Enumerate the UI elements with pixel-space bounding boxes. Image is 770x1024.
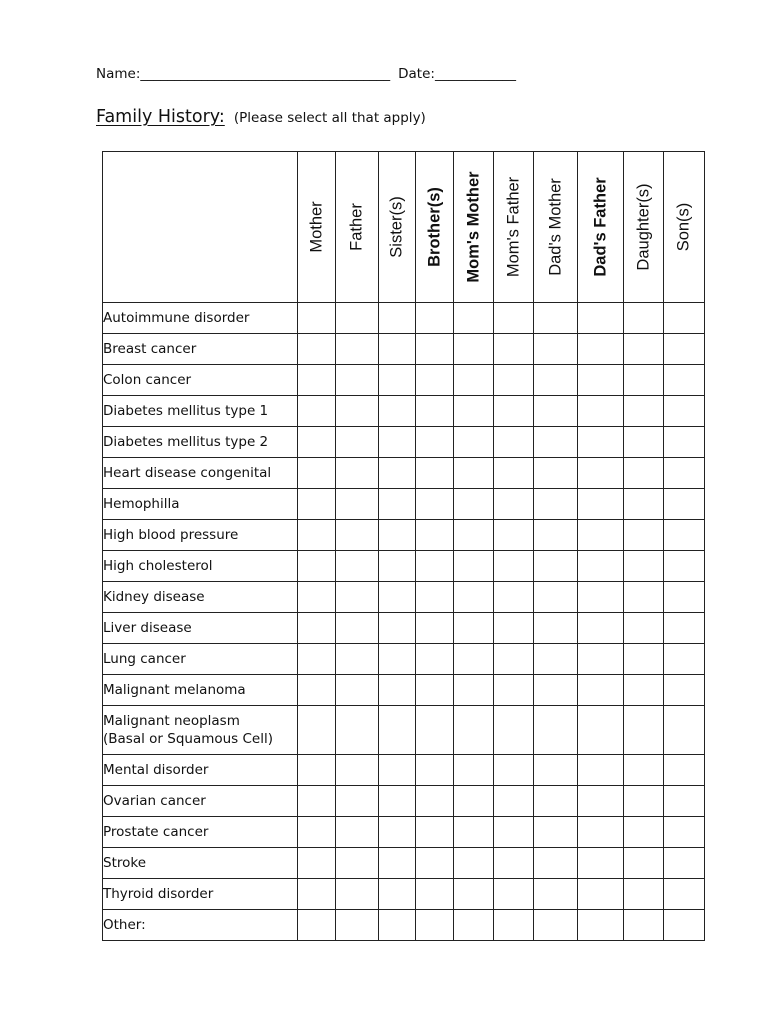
checkbox-cell-dad-s-father[interactable] [578, 396, 624, 427]
checkbox-cell-sister-s[interactable] [379, 489, 416, 520]
checkbox-cell-mom-s-mother[interactable] [454, 786, 494, 817]
checkbox-cell-father[interactable] [336, 551, 379, 582]
checkbox-cell-mother[interactable] [298, 582, 336, 613]
condition-label [103, 786, 298, 817]
family-history-table [102, 151, 705, 941]
checkbox-cell-father[interactable] [336, 786, 379, 817]
checkbox-cell-sister-s[interactable] [379, 520, 416, 551]
condition-label-line: Breast cancer [103, 341, 197, 357]
section-title-line [96, 107, 426, 127]
checkbox-cell-mother[interactable] [298, 675, 336, 706]
checkbox-cell-mom-s-father[interactable] [494, 675, 534, 706]
condition-label-line: Mental disorder [103, 762, 209, 778]
checkbox-cell-son-s[interactable] [664, 675, 705, 706]
checkbox-cell-dad-s-father[interactable] [578, 706, 624, 755]
section-subtitle: (Please select all that apply) [233, 110, 426, 126]
checkbox-cell-mom-s-father[interactable] [494, 644, 534, 675]
checkbox-cell-mother[interactable] [298, 520, 336, 551]
checkbox-cell-son-s[interactable] [664, 489, 705, 520]
table-row [103, 644, 705, 675]
column-header-label: Mother [307, 201, 325, 253]
checkbox-cell-mom-s-father[interactable] [494, 706, 534, 755]
checkbox-cell-mom-s-father[interactable] [494, 879, 534, 910]
checkbox-cell-dad-s-father[interactable] [578, 613, 624, 644]
checkbox-cell-mother[interactable] [298, 365, 336, 396]
checkbox-cell-dad-s-mother[interactable] [534, 520, 578, 551]
checkbox-cell-mother[interactable] [298, 489, 336, 520]
condition-label [103, 706, 298, 755]
checkbox-cell-mom-s-father[interactable] [494, 613, 534, 644]
checkbox-cell-mother[interactable] [298, 396, 336, 427]
checkbox-cell-mom-s-father[interactable] [494, 551, 534, 582]
checkbox-cell-mother[interactable] [298, 303, 336, 334]
column-header-label: Brother(s) [425, 187, 443, 267]
condition-label-line: Colon cancer [103, 372, 192, 388]
checkbox-cell-mother[interactable] [298, 551, 336, 582]
checkbox-cell-son-s[interactable] [664, 644, 705, 675]
checkbox-cell-father[interactable] [336, 879, 379, 910]
table-row [103, 706, 705, 755]
column-header-label: Son(s) [674, 202, 693, 252]
checkbox-cell-son-s[interactable] [664, 582, 705, 613]
column-header-sister-s [379, 152, 416, 303]
checkbox-cell-mom-s-mother[interactable] [454, 675, 494, 706]
checkbox-cell-mother[interactable] [298, 458, 336, 489]
checkbox-cell-mom-s-father[interactable] [494, 848, 534, 879]
checkbox-cell-dad-s-mother[interactable] [534, 489, 578, 520]
checkbox-cell-dad-s-mother[interactable] [534, 303, 578, 334]
condition-label-line: Thyroid disorder [103, 886, 214, 902]
checkbox-cell-son-s[interactable] [664, 396, 705, 427]
checkbox-cell-dad-s-mother[interactable] [534, 613, 578, 644]
checkbox-cell-father[interactable] [336, 848, 379, 879]
checkbox-cell-dad-s-father[interactable] [578, 458, 624, 489]
table-row [103, 458, 705, 489]
table-row [103, 582, 705, 613]
condition-label [103, 910, 298, 941]
checkbox-cell-dad-s-mother[interactable] [534, 427, 578, 458]
checkbox-cell-father[interactable] [336, 755, 379, 786]
table-row [103, 755, 705, 786]
checkbox-cell-dad-s-father[interactable] [578, 582, 624, 613]
checkbox-cell-mom-s-mother[interactable] [454, 644, 494, 675]
column-header-label: Dad's Father [591, 177, 609, 277]
table-row [103, 520, 705, 551]
checkbox-cell-dad-s-father[interactable] [578, 365, 624, 396]
checkbox-cell-brother-s[interactable] [416, 613, 454, 644]
checkbox-cell-mom-s-mother[interactable] [454, 396, 494, 427]
checkbox-cell-dad-s-mother[interactable] [534, 582, 578, 613]
checkbox-cell-brother-s[interactable] [416, 303, 454, 334]
checkbox-cell-sister-s[interactable] [379, 613, 416, 644]
checkbox-cell-mom-s-mother[interactable] [454, 551, 494, 582]
column-header-label: Daughter(s) [634, 183, 652, 271]
checkbox-cell-dad-s-mother[interactable] [534, 644, 578, 675]
checkbox-cell-father[interactable] [336, 675, 379, 706]
column-header-label: Mom's Mother [464, 171, 482, 283]
condition-label-line: Malignant melanoma [103, 682, 246, 698]
checkbox-cell-brother-s[interactable] [416, 458, 454, 489]
checkbox-cell-sister-s[interactable] [379, 458, 416, 489]
condition-label-line: Autoimmune disorder [103, 310, 250, 326]
section-title: Family History: [96, 107, 225, 127]
checkbox-cell-sister-s[interactable] [379, 334, 416, 365]
table-row [103, 489, 705, 520]
checkbox-cell-dad-s-mother[interactable] [534, 910, 578, 941]
checkbox-cell-mother[interactable] [298, 427, 336, 458]
checkbox-cell-mom-s-mother[interactable] [454, 848, 494, 879]
checkbox-cell-daughter-s[interactable] [624, 427, 664, 458]
checkbox-cell-mother[interactable] [298, 817, 336, 848]
checkbox-cell-dad-s-father[interactable] [578, 879, 624, 910]
checkbox-cell-brother-s[interactable] [416, 334, 454, 365]
checkbox-cell-mother[interactable] [298, 613, 336, 644]
checkbox-cell-dad-s-mother[interactable] [534, 848, 578, 879]
condition-label-line: (Basal or Squamous Cell) [103, 731, 274, 747]
table-row [103, 675, 705, 706]
checkbox-cell-brother-s[interactable] [416, 755, 454, 786]
checkbox-cell-sister-s[interactable] [379, 365, 416, 396]
checkbox-cell-daughter-s[interactable] [624, 613, 664, 644]
checkbox-cell-sister-s[interactable] [379, 396, 416, 427]
column-header-daughter-s [624, 152, 664, 303]
condition-label [103, 613, 298, 644]
checkbox-cell-dad-s-mother[interactable] [534, 334, 578, 365]
checkbox-cell-father[interactable] [336, 582, 379, 613]
condition-label [103, 458, 298, 489]
checkbox-cell-son-s[interactable] [664, 786, 705, 817]
checkbox-cell-daughter-s[interactable] [624, 334, 664, 365]
checkbox-cell-mom-s-mother[interactable] [454, 520, 494, 551]
checkbox-cell-mom-s-father[interactable] [494, 786, 534, 817]
checkbox-cell-sister-s[interactable] [379, 786, 416, 817]
checkbox-cell-daughter-s[interactable] [624, 848, 664, 879]
checkbox-cell-father[interactable] [336, 706, 379, 755]
condition-label-line: Diabetes mellitus type 1 [103, 403, 269, 419]
checkbox-cell-brother-s[interactable] [416, 644, 454, 675]
checkbox-cell-mom-s-mother[interactable] [454, 706, 494, 755]
checkbox-cell-mom-s-father[interactable] [494, 396, 534, 427]
checkbox-cell-sister-s[interactable] [379, 644, 416, 675]
checkbox-cell-mom-s-mother[interactable] [454, 334, 494, 365]
checkbox-cell-mom-s-mother[interactable] [454, 817, 494, 848]
checkbox-cell-mom-s-mother[interactable] [454, 489, 494, 520]
condition-label [103, 520, 298, 551]
checkbox-cell-son-s[interactable] [664, 848, 705, 879]
checkbox-cell-sister-s[interactable] [379, 879, 416, 910]
checkbox-cell-son-s[interactable] [664, 817, 705, 848]
checkbox-cell-mom-s-father[interactable] [494, 910, 534, 941]
checkbox-cell-mom-s-father[interactable] [494, 427, 534, 458]
table-body [103, 303, 705, 941]
checkbox-cell-mom-s-mother[interactable] [454, 879, 494, 910]
checkbox-cell-mother[interactable] [298, 910, 336, 941]
checkbox-cell-dad-s-mother[interactable] [534, 396, 578, 427]
checkbox-cell-daughter-s[interactable] [624, 644, 664, 675]
checkbox-cell-dad-s-father[interactable] [578, 848, 624, 879]
checkbox-cell-mom-s-mother[interactable] [454, 755, 494, 786]
checkbox-cell-mom-s-father[interactable] [494, 303, 534, 334]
checkbox-cell-mother[interactable] [298, 879, 336, 910]
condition-label [103, 396, 298, 427]
condition-label-line: Kidney disease [103, 589, 205, 605]
checkbox-cell-father[interactable] [336, 334, 379, 365]
checkbox-cell-dad-s-father[interactable] [578, 755, 624, 786]
checkbox-cell-sister-s[interactable] [379, 848, 416, 879]
checkbox-cell-dad-s-father[interactable] [578, 489, 624, 520]
condition-label [103, 334, 298, 365]
checkbox-cell-father[interactable] [336, 458, 379, 489]
checkbox-cell-dad-s-father[interactable] [578, 644, 624, 675]
column-header-label: Sister(s) [387, 196, 406, 258]
checkbox-cell-dad-s-mother[interactable] [534, 675, 578, 706]
checkbox-cell-father[interactable] [336, 427, 379, 458]
condition-label [103, 551, 298, 582]
checkbox-cell-son-s[interactable] [664, 365, 705, 396]
table-row [103, 910, 705, 941]
checkbox-cell-mother[interactable] [298, 334, 336, 365]
table-row [103, 427, 705, 458]
condition-label [103, 489, 298, 520]
condition-label-line: High blood pressure [103, 527, 239, 543]
checkbox-cell-daughter-s[interactable] [624, 365, 664, 396]
checkbox-cell-sister-s[interactable] [379, 551, 416, 582]
condition-label-line: Prostate cancer [103, 824, 209, 840]
checkbox-cell-dad-s-mother[interactable] [534, 879, 578, 910]
checkbox-cell-son-s[interactable] [664, 755, 705, 786]
condition-label-line: Stroke [103, 855, 147, 871]
column-header-row [103, 152, 705, 303]
checkbox-cell-daughter-s[interactable] [624, 675, 664, 706]
table-row [103, 817, 705, 848]
checkbox-cell-sister-s[interactable] [379, 303, 416, 334]
checkbox-cell-sister-s[interactable] [379, 427, 416, 458]
checkbox-cell-mom-s-father[interactable] [494, 755, 534, 786]
checkbox-cell-dad-s-father[interactable] [578, 427, 624, 458]
checkbox-cell-son-s[interactable] [664, 910, 705, 941]
checkbox-cell-dad-s-mother[interactable] [534, 551, 578, 582]
checkbox-cell-mother[interactable] [298, 706, 336, 755]
checkbox-cell-daughter-s[interactable] [624, 910, 664, 941]
checkbox-cell-daughter-s[interactable] [624, 520, 664, 551]
condition-label [103, 675, 298, 706]
checkbox-cell-daughter-s[interactable] [624, 817, 664, 848]
table-row [103, 848, 705, 879]
checkbox-cell-dad-s-father[interactable] [578, 334, 624, 365]
checkbox-cell-daughter-s[interactable] [624, 582, 664, 613]
checkbox-cell-daughter-s[interactable] [624, 755, 664, 786]
column-header-dad-s-father [578, 152, 624, 303]
checkbox-cell-dad-s-mother[interactable] [534, 817, 578, 848]
checkbox-cell-brother-s[interactable] [416, 817, 454, 848]
checkbox-cell-mom-s-father[interactable] [494, 520, 534, 551]
condition-label-line: Other: [103, 917, 146, 933]
checkbox-cell-dad-s-mother[interactable] [534, 706, 578, 755]
checkbox-cell-mom-s-father[interactable] [494, 817, 534, 848]
table-row [103, 396, 705, 427]
checkbox-cell-sister-s[interactable] [379, 706, 416, 755]
checkbox-cell-brother-s[interactable] [416, 706, 454, 755]
checkbox-cell-brother-s[interactable] [416, 520, 454, 551]
condition-label [103, 644, 298, 675]
checkbox-cell-mom-s-father[interactable] [494, 458, 534, 489]
date-field[interactable]: Date:____________ [398, 66, 516, 82]
table-row [103, 303, 705, 334]
checkbox-cell-daughter-s[interactable] [624, 303, 664, 334]
column-header-mom-s-father [494, 152, 534, 303]
checkbox-cell-son-s[interactable] [664, 427, 705, 458]
checkbox-cell-mom-s-mother[interactable] [454, 365, 494, 396]
checkbox-cell-mom-s-mother[interactable] [454, 427, 494, 458]
checkbox-cell-brother-s[interactable] [416, 786, 454, 817]
checkbox-cell-dad-s-mother[interactable] [534, 458, 578, 489]
checkbox-cell-mom-s-father[interactable] [494, 489, 534, 520]
checkbox-cell-dad-s-mother[interactable] [534, 755, 578, 786]
checkbox-cell-dad-s-mother[interactable] [534, 786, 578, 817]
checkbox-cell-sister-s[interactable] [379, 675, 416, 706]
checkbox-cell-father[interactable] [336, 489, 379, 520]
checkbox-cell-sister-s[interactable] [379, 755, 416, 786]
checkbox-cell-sister-s[interactable] [379, 582, 416, 613]
checkbox-cell-mom-s-father[interactable] [494, 365, 534, 396]
condition-label-line: Malignant neoplasm [103, 713, 240, 729]
table-row [103, 613, 705, 644]
checkbox-cell-sister-s[interactable] [379, 910, 416, 941]
checkbox-cell-daughter-s[interactable] [624, 551, 664, 582]
column-header-son-s [664, 152, 705, 303]
checkbox-cell-father[interactable] [336, 644, 379, 675]
checkbox-cell-daughter-s[interactable] [624, 458, 664, 489]
checkbox-cell-brother-s[interactable] [416, 910, 454, 941]
column-header-mother [298, 152, 336, 303]
table-row [103, 334, 705, 365]
checkbox-cell-father[interactable] [336, 910, 379, 941]
column-header-label: Dad's Mother [546, 178, 564, 276]
checkbox-cell-brother-s[interactable] [416, 396, 454, 427]
checkbox-cell-mom-s-mother[interactable] [454, 458, 494, 489]
checkbox-cell-mom-s-father[interactable] [494, 334, 534, 365]
condition-label [103, 879, 298, 910]
checkbox-cell-son-s[interactable] [664, 706, 705, 755]
checkbox-cell-brother-s[interactable] [416, 427, 454, 458]
checkbox-cell-dad-s-father[interactable] [578, 551, 624, 582]
checkbox-cell-sister-s[interactable] [379, 817, 416, 848]
checkbox-cell-son-s[interactable] [664, 334, 705, 365]
header-line [96, 66, 516, 82]
column-header-brother-s [416, 152, 454, 303]
checkbox-cell-daughter-s[interactable] [624, 706, 664, 755]
corner-cell [103, 152, 298, 303]
condition-label-line: Diabetes mellitus type 2 [103, 434, 269, 450]
condition-label-line: Ovarian cancer [103, 793, 206, 809]
checkbox-cell-son-s[interactable] [664, 520, 705, 551]
checkbox-cell-dad-s-father[interactable] [578, 675, 624, 706]
checkbox-cell-father[interactable] [336, 817, 379, 848]
checkbox-cell-brother-s[interactable] [416, 365, 454, 396]
table-row [103, 365, 705, 396]
condition-label-line: Hemophilla [103, 496, 180, 512]
checkbox-cell-dad-s-father[interactable] [578, 817, 624, 848]
checkbox-cell-dad-s-father[interactable] [578, 520, 624, 551]
table-row [103, 551, 705, 582]
checkbox-cell-brother-s[interactable] [416, 848, 454, 879]
table-row [103, 879, 705, 910]
checkbox-cell-mother[interactable] [298, 848, 336, 879]
checkbox-cell-brother-s[interactable] [416, 551, 454, 582]
checkbox-cell-son-s[interactable] [664, 879, 705, 910]
checkbox-cell-mother[interactable] [298, 755, 336, 786]
name-field[interactable]: Name:_____________________________________ [96, 66, 391, 82]
checkbox-cell-dad-s-father[interactable] [578, 303, 624, 334]
checkbox-cell-father[interactable] [336, 520, 379, 551]
checkbox-cell-dad-s-father[interactable] [578, 910, 624, 941]
condition-label [103, 817, 298, 848]
checkbox-cell-daughter-s[interactable] [624, 786, 664, 817]
condition-label-line: High cholesterol [103, 558, 213, 574]
column-header-dad-s-mother [534, 152, 578, 303]
checkbox-cell-brother-s[interactable] [416, 582, 454, 613]
condition-label-line: Heart disease congenital [103, 465, 272, 481]
checkbox-cell-mother[interactable] [298, 786, 336, 817]
column-header-father [336, 152, 379, 303]
checkbox-cell-mom-s-mother[interactable] [454, 303, 494, 334]
checkbox-cell-daughter-s[interactable] [624, 489, 664, 520]
column-header-label: Father [347, 203, 366, 251]
condition-label-line: Lung cancer [103, 651, 186, 667]
checkbox-cell-mother[interactable] [298, 644, 336, 675]
condition-label [103, 427, 298, 458]
condition-label [103, 365, 298, 396]
checkbox-cell-son-s[interactable] [664, 303, 705, 334]
table-row [103, 786, 705, 817]
condition-label-line: Liver disease [103, 620, 192, 636]
checkbox-cell-son-s[interactable] [664, 458, 705, 489]
checkbox-cell-father[interactable] [336, 365, 379, 396]
checkbox-cell-mom-s-mother[interactable] [454, 910, 494, 941]
checkbox-cell-brother-s[interactable] [416, 489, 454, 520]
checkbox-cell-mom-s-father[interactable] [494, 582, 534, 613]
checkbox-cell-dad-s-father[interactable] [578, 786, 624, 817]
checkbox-cell-daughter-s[interactable] [624, 396, 664, 427]
column-header-mom-s-mother [454, 152, 494, 303]
checkbox-cell-father[interactable] [336, 613, 379, 644]
checkbox-cell-son-s[interactable] [664, 613, 705, 644]
condition-label [103, 755, 298, 786]
checkbox-cell-father[interactable] [336, 303, 379, 334]
checkbox-cell-dad-s-mother[interactable] [534, 365, 578, 396]
checkbox-cell-mom-s-mother[interactable] [454, 613, 494, 644]
condition-label [103, 303, 298, 334]
checkbox-cell-mom-s-mother[interactable] [454, 582, 494, 613]
checkbox-cell-father[interactable] [336, 396, 379, 427]
checkbox-cell-daughter-s[interactable] [624, 879, 664, 910]
checkbox-cell-brother-s[interactable] [416, 879, 454, 910]
column-header-label: Mom's Father [504, 176, 522, 278]
condition-label [103, 582, 298, 613]
checkbox-cell-brother-s[interactable] [416, 675, 454, 706]
condition-label [103, 848, 298, 879]
checkbox-cell-son-s[interactable] [664, 551, 705, 582]
